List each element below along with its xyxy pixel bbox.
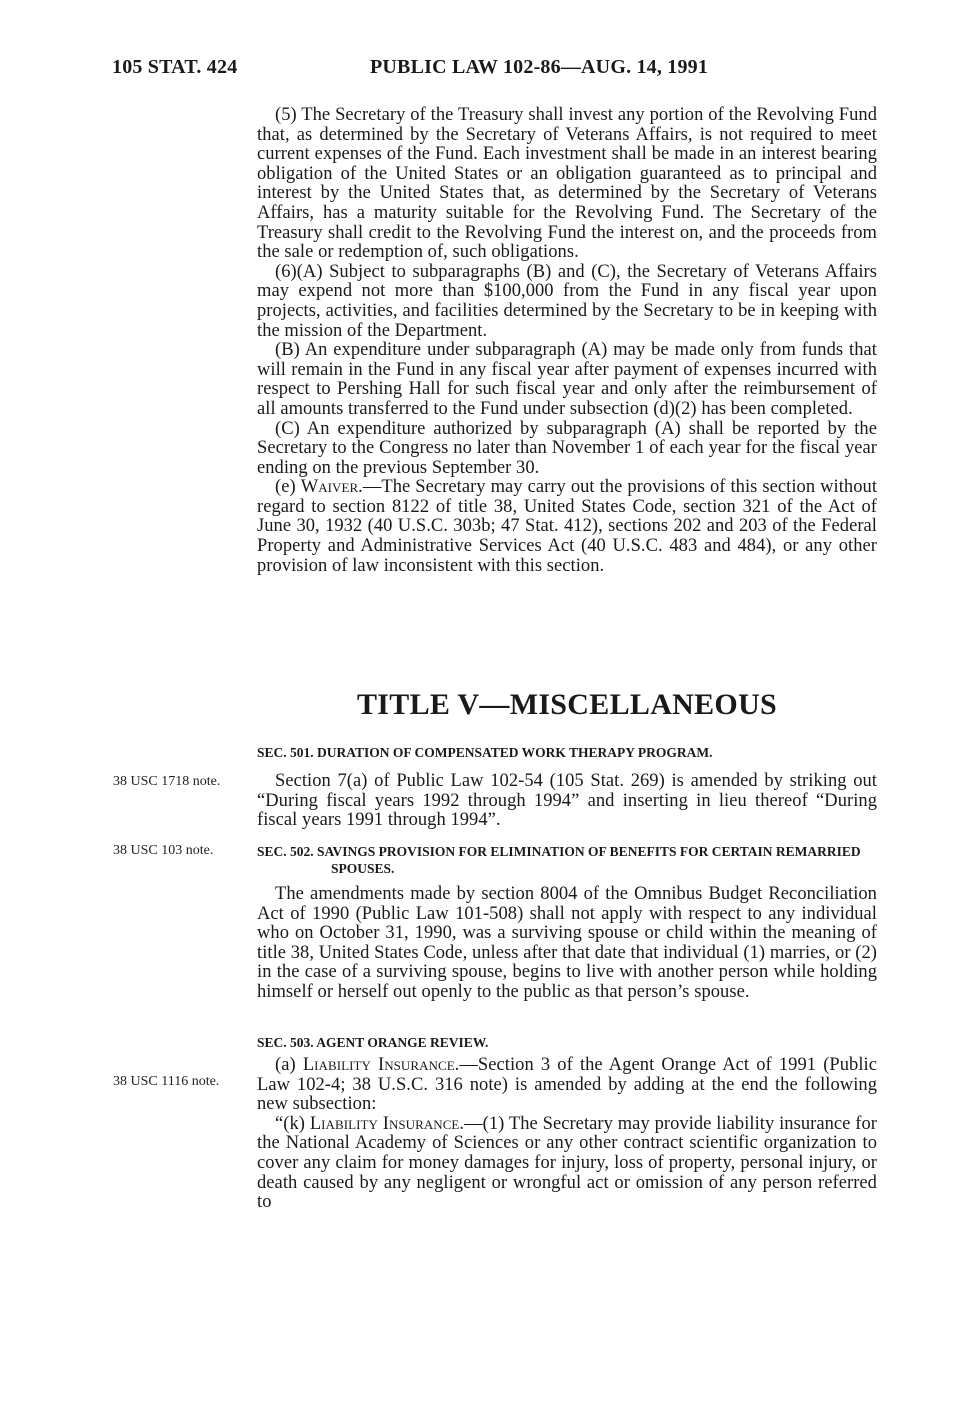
sec-501-heading: SEC. 501. DURATION OF COMPENSATED WORK THERAPY PROGRAM. (257, 745, 713, 760)
sec-503-paragraph-k (257, 1115, 877, 1213)
sec-503-a-text: —Section 3 of the Agent Orange Act of 1991 (Public Law 102-4; 38 U.S.C. 316 note) is amended by adding at the end the following new subsection: (257, 1055, 877, 1115)
paragraph-6a: (6)(A) Subject to subparagraphs (B) and (C), the Secretary of Veterans Affairs may expend not more than $100,000 from the Fund in any fiscal year upon projects, activities, and facilities determined by the Secretary to be in keeping with the mission of the Department. (257, 261, 877, 341)
sec-502-margin-note: 38 USC 103 note. (113, 843, 214, 858)
paragraph-e-prefix: (e) (275, 477, 301, 498)
sec-502-text: The amendments made by section 8004 of the Omnibus Budget Reconciliation Act of 1990 (Public Law 101-508) shall not apply with respect to any individual who on October 31, 1990, was a surviving spouse or child within the meaning of title 38, United States Code, unless after that date that individual (1) marries, or (2) in the case of a surviving spouse, begins to live with another person while holding himself or herself out openly to the public as that person’s spouse. (257, 884, 877, 1002)
paragraph-6b: (B) An expenditure under subparagraph (A) may be made only from funds that will remain in the Fund in any fiscal year after payment of expenses incurred with respect to Pershing Hall for such fiscal year and only after the reimbursement of all amounts transferred to the Fund under subsection (d)(2) has been completed. (257, 340, 877, 419)
sec-501-body (257, 772, 877, 831)
sec-502-heading: SEC. 502. SAVINGS PROVISION FOR ELIMINATION OF BENEFITS FOR CERTAIN REMARRIED SPOUSES. (257, 844, 861, 876)
sec-501-margin-note: 38 USC 1718 note. (113, 774, 221, 789)
paragraph-5: (5) The Secretary of the Treasury shall invest any portion of the Revolving Fund that, as determined by the Secretary of Veterans Affairs, is not required to meet current expenses of the Fund. Each investment shall be made in an interest bearing obligation of the United States or an obligation guaranteed as to principal and interest by the United States that, as determined by the Secretary of Veterans Affairs, has a maturity suitable for the Revolving Fund. The Secretary of the Treasury shall credit to the Revolving Fund the interest on, and the proceeds from the sale or redemption of, such obligations. (257, 105, 877, 263)
page-running-head: PUBLIC LAW 102-86—AUG. 14, 1991 (370, 56, 709, 78)
sec-503-a-heading: Liability Insurance. (302, 1055, 460, 1075)
sec-501-text: Section 7(a) of Public Law 102-54 (105 Stat. 269) is amended by striking out “During fiscal years 1992 through 1994” and inserting in lieu thereof “During fiscal years 1991 through 1994”. (257, 771, 877, 831)
paragraph-6c: (C) An expenditure authorized by subparagraph (A) shall be reported by the Secretary to the Congress no later than November 1 of each year for the fiscal year ending on the previous September 30. (257, 418, 877, 478)
sec-503-paragraph-a (257, 1056, 877, 1115)
paragraph-e-text: —The Secretary may carry out the provisions of this section without regard to section 8122 of title 38, United States Code, section 321 of the Act of June 30, 1932 (40 U.S.C. 303b; 47 Stat. 412), sections 202 and 203 of the Federal Property and Administrative Services Act (40 U.S.C. 483 and 484), or any other provision of law inconsistent with this section. (257, 477, 878, 576)
sec-502-body (257, 885, 877, 1003)
page-stat-citation: 105 STAT. 424 (112, 56, 238, 78)
sec-503-margin-note: 38 USC 1116 note. (113, 1074, 220, 1089)
sec-503-a-prefix: (a) (275, 1055, 303, 1075)
paragraph-e-heading: Waiver. (300, 477, 363, 498)
top-text-block (257, 106, 877, 576)
sec-503-k-text: —(1) The Secretary may provide liability insurance for the National Academy of Sciences or any other contract scientific organization to cover any claim for money damages for injury, loss of property, personal injury, or death caused by any negligent or wrongful act or omission of any person referred to (257, 1113, 877, 1213)
sec-503-body (257, 1056, 877, 1213)
title-heading: TITLE V—MISCELLANEOUS (356, 688, 778, 721)
sec-503-heading: SEC. 503. AGENT ORANGE REVIEW. (257, 1035, 489, 1050)
sec-503-k-heading: Liability Insurance. (309, 1113, 465, 1134)
sec-503-k-prefix: “(k) (275, 1113, 310, 1134)
paragraph-e (257, 478, 877, 576)
